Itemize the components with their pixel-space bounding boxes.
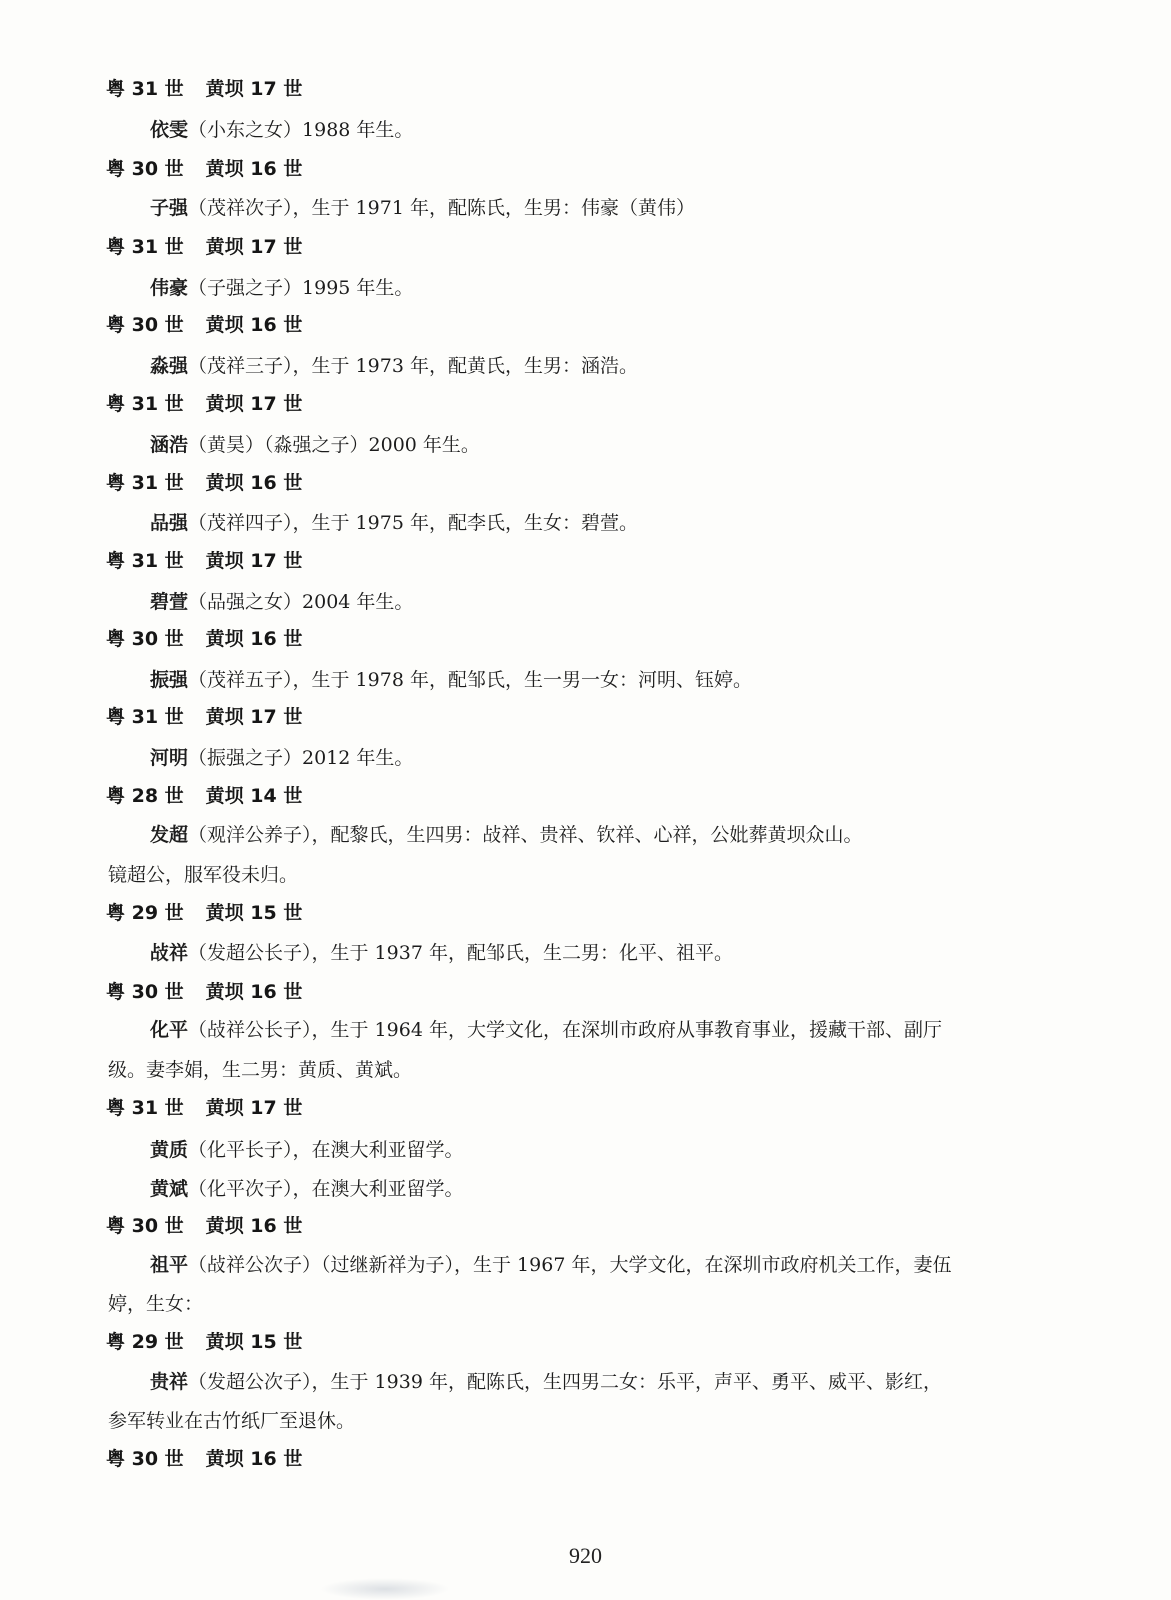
person-details: （茂祥五子），生于 1978 年，配邹氏，生一男一女：河明、钰婷。 (188, 669, 752, 691)
generation-huangba: 黄坝 17 世 (205, 393, 303, 415)
person-name: 发超 (150, 824, 189, 846)
generation-yue: 粤 31 世 (106, 236, 184, 258)
person-details: （发超公次子），生于 1939 年，配陈氏，生四男二女：乐平，声平、勇平、威平、影红， (188, 1371, 942, 1393)
person-entry (150, 1017, 942, 1043)
person-name: 碧萱 (150, 591, 189, 613)
generation-yue: 粤 30 世 (106, 314, 184, 336)
generation-heading (106, 312, 302, 338)
generation-huangba: 黄坝 14 世 (205, 785, 303, 807)
person-details: （化平次子），在澳大利亚留学。 (188, 1178, 464, 1200)
person-entry (150, 667, 752, 693)
generation-heading (106, 156, 302, 182)
person-entry (150, 510, 638, 536)
person-entry (150, 432, 480, 458)
person-name: 河明 (150, 747, 189, 769)
scan-smudge (320, 1578, 450, 1600)
person-details: （振强之子）2012 年生。 (188, 747, 414, 769)
person-entry (150, 745, 413, 771)
person-name: 品强 (150, 512, 189, 534)
person-name: 化平 (150, 1019, 189, 1041)
continuation-line: 参军转业在古竹纸厂至退休。 (108, 1410, 356, 1432)
person-details: （敁祥公次子）（过继新祥为子），生于 1967 年，大学文化，在深圳市政府机关工作，妻伍 (188, 1254, 952, 1276)
continuation-line: 婷，生女： (108, 1293, 204, 1315)
person-details: （小东之女）1988 年生。 (188, 119, 414, 141)
generation-yue: 粤 30 世 (106, 1215, 184, 1237)
generation-heading (106, 704, 302, 730)
person-details: （茂祥次子），生于 1971 年，配陈氏，生男：伟豪（黄伟） (188, 197, 695, 219)
person-entry (150, 1176, 464, 1202)
person-entry (150, 589, 413, 615)
person-details: （观洋公养子），配黎氏，生四男：敁祥、贵祥、钦祥、心祥，公妣葬黄坝众山。 (188, 824, 863, 846)
generation-heading (106, 783, 302, 809)
person-details: （敁祥公长子），生于 1964 年，大学文化，在深圳市政府从事教育事业，援藏干部、副厅 (188, 1019, 942, 1041)
person-name: 伟豪 (150, 277, 189, 299)
generation-huangba: 黄坝 17 世 (205, 706, 303, 728)
generation-heading (106, 76, 302, 102)
generation-yue: 粤 29 世 (106, 1331, 184, 1353)
person-name: 敁祥 (150, 942, 189, 964)
person-name: 淼强 (150, 355, 189, 377)
continuation-line: 级。妻李娟，生二男：黄质、黄斌。 (108, 1059, 413, 1081)
person-details: （发超公长子），生于 1937 年，配邹氏，生二男：化平、祖平。 (188, 942, 733, 964)
generation-heading (106, 900, 302, 926)
generation-yue: 粤 30 世 (106, 981, 184, 1003)
person-name: 子强 (150, 197, 189, 219)
person-entry (150, 1252, 951, 1278)
generation-yue: 粤 30 世 (106, 628, 184, 650)
person-entry (150, 822, 863, 848)
generation-huangba: 黄坝 16 世 (205, 472, 303, 494)
person-name: 涵浩 (150, 434, 189, 456)
person-entry (150, 940, 733, 966)
generation-yue: 粤 31 世 (106, 472, 184, 494)
person-name: 黄斌 (150, 1178, 189, 1200)
generation-heading (106, 470, 302, 496)
person-details: （黄昊）（淼强之子）2000 年生。 (188, 434, 480, 456)
generation-yue: 粤 31 世 (106, 1097, 184, 1119)
generation-huangba: 黄坝 16 世 (205, 158, 303, 180)
generation-yue: 粤 31 世 (106, 550, 184, 572)
person-name: 贵祥 (150, 1371, 189, 1393)
person-name: 振强 (150, 669, 189, 691)
generation-yue: 粤 29 世 (106, 902, 184, 924)
person-entry (150, 353, 638, 379)
generation-heading (106, 979, 302, 1005)
page-number: 920 (569, 1543, 602, 1568)
generation-huangba: 黄坝 17 世 (205, 1097, 303, 1119)
generation-huangba: 黄坝 17 世 (205, 236, 303, 258)
generation-heading (106, 234, 302, 260)
generation-yue: 粤 28 世 (106, 785, 184, 807)
generation-huangba: 黄坝 16 世 (205, 628, 303, 650)
person-details: （茂祥三子），生于 1973 年，配黄氏，生男：涵浩。 (188, 355, 638, 377)
generation-heading (106, 1095, 302, 1121)
generation-heading (106, 1213, 302, 1239)
person-details: （品强之女）2004 年生。 (188, 591, 414, 613)
generation-huangba: 黄坝 16 世 (205, 1448, 303, 1470)
person-name: 祖平 (150, 1254, 189, 1276)
generation-huangba: 黄坝 17 世 (205, 550, 303, 572)
person-entry (150, 275, 413, 301)
person-entry (150, 117, 413, 143)
generation-heading (106, 1446, 302, 1472)
generation-yue: 粤 31 世 (106, 78, 184, 100)
generation-heading (106, 391, 302, 417)
generation-huangba: 黄坝 16 世 (205, 1215, 303, 1237)
person-details: （子强之子）1995 年生。 (188, 277, 414, 299)
generation-heading (106, 1329, 302, 1355)
generation-huangba: 黄坝 16 世 (205, 981, 303, 1003)
generation-huangba: 黄坝 15 世 (205, 1331, 303, 1353)
person-name: 黄质 (150, 1139, 189, 1161)
person-entry (150, 195, 695, 221)
generation-huangba: 黄坝 17 世 (205, 78, 303, 100)
person-details: （茂祥四子），生于 1975 年，配李氏，生女：碧萱。 (188, 512, 638, 534)
generation-huangba: 黄坝 16 世 (205, 314, 303, 336)
continuation-line: 镜超公，服军役未归。 (108, 864, 299, 886)
generation-yue: 粤 30 世 (106, 158, 184, 180)
person-name: 依雯 (150, 119, 189, 141)
generation-yue: 粤 31 世 (106, 393, 184, 415)
generation-yue: 粤 30 世 (106, 1448, 184, 1470)
generation-heading (106, 626, 302, 652)
generation-yue: 粤 31 世 (106, 706, 184, 728)
generation-heading (106, 548, 302, 574)
person-entry (150, 1369, 942, 1395)
person-entry (150, 1137, 464, 1163)
generation-huangba: 黄坝 15 世 (205, 902, 303, 924)
person-details: （化平长子），在澳大利亚留学。 (188, 1139, 464, 1161)
